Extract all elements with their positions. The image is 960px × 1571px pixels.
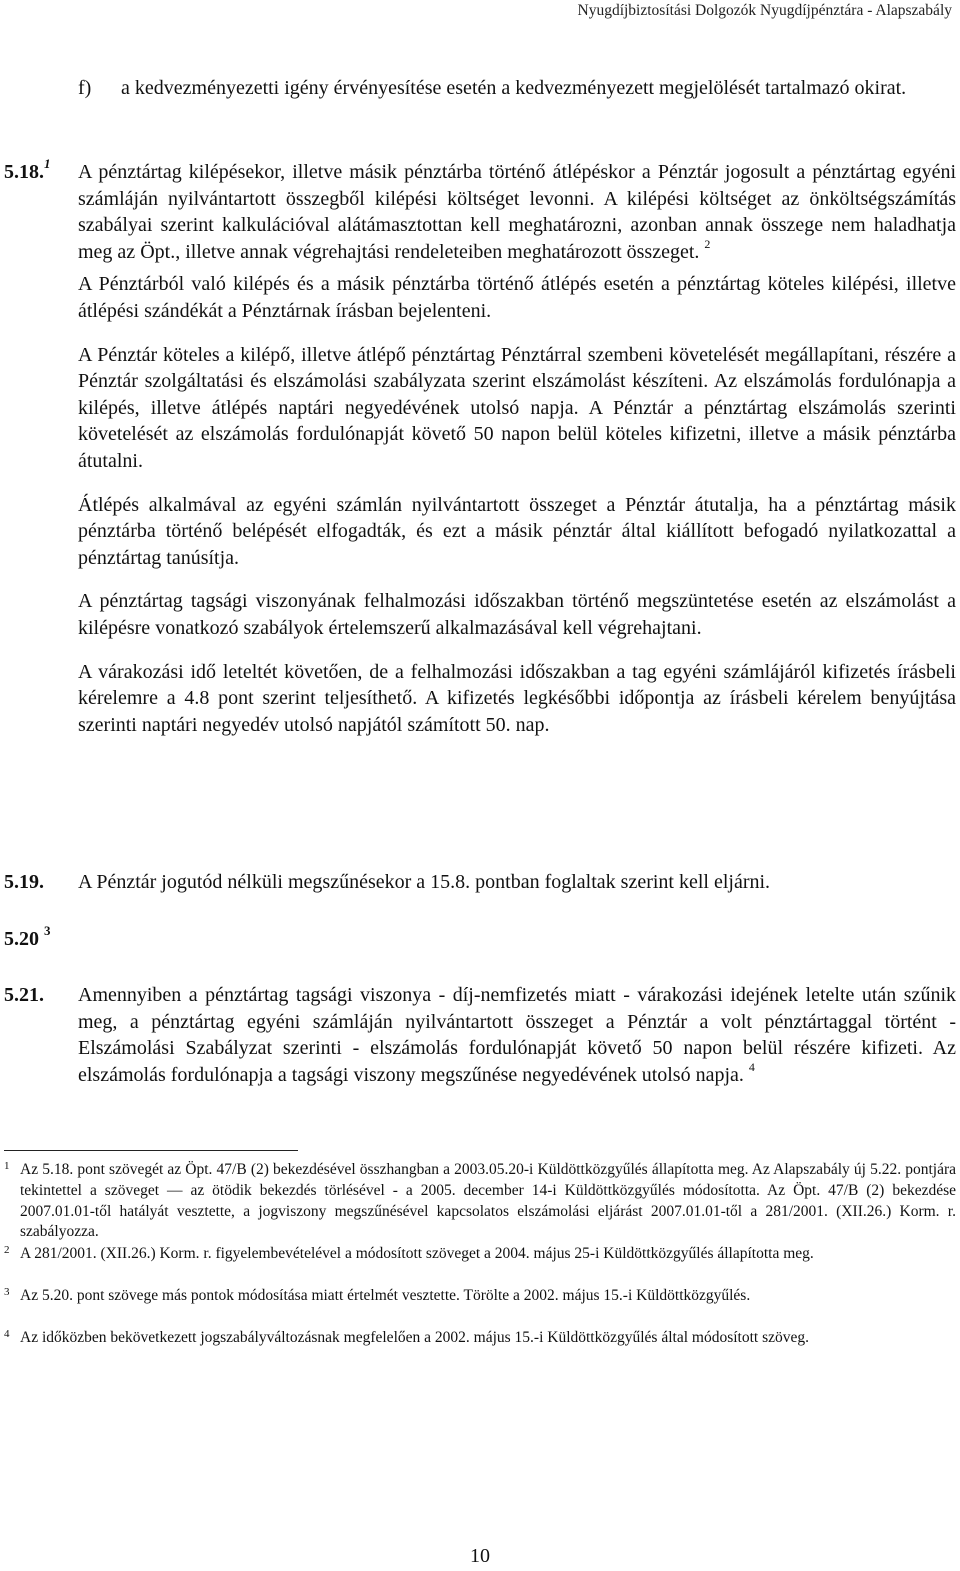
section-number-5-18 xyxy=(4,156,51,186)
footnote-text: Az időközben bekövetkezett jogszabályváltozásnak megfelelően a 2002. május 15.-i Küldöttközgyűlés által módosított szöveg. xyxy=(20,1329,809,1346)
footnote-2 xyxy=(4,1244,956,1265)
section-5-21-body xyxy=(78,982,956,1088)
section-5-19-body xyxy=(78,869,956,896)
section-5-18-body xyxy=(78,159,956,738)
footnote-mark: 2 xyxy=(4,1244,10,1256)
item-f-text xyxy=(121,75,956,102)
section-number-text: 5.18. xyxy=(4,161,44,183)
section-number-5-21: 5.21. xyxy=(4,984,44,1006)
footnote-text: A 281/2001. (XII.26.) Korm. r. figyelembevételével a módosított szöveget a 2004. május 25-i Küldöttközgyűlés állapította meg. xyxy=(20,1245,814,1262)
section-number-text: 5.20 xyxy=(4,928,39,950)
section-number-5-20 xyxy=(4,923,51,953)
section-5-18-para-5: A pénztártag tagsági viszonyának felhalmozási időszakban történő megszüntetése esetén az elszámolást a kilépésre vonatkozó szabályok értelemszerű alkalmazásával kell végrehajtani. xyxy=(78,590,956,639)
footnote-text: Az 5.18. pont szövegét az Öpt. 47/B (2) bekezdésével összhangban a 2003.05.20-i Küldöttközgyűlés állapította meg. Az Alapszabály új 5.22. pontjára tekintettel a szöveget — az ötödik bekezdés törlésével - a 2005. december 14-i Küldöttközgyűlés módosította. Az Öpt. 47/B (2) bekezdése 2007.01.01-től hatályát vesztette, a jogviszony megszűnésével kapcsolatos elszámolási eljárást 2007.01.01-től a 281/2001. (XII.26.) Korm. r. szabályozza. xyxy=(20,1161,956,1241)
section-5-18-para-3: A Pénztár köteles a kilépő, illetve átlépő pénztártag Pénztárral szembeni követelését megállapítani, részére a Pénztár szolgáltatási és elszámolási szabályzata szerint elszámolást készíteni. Az elszámolás fordulónapja a kilépés, illetve átlépés naptári negyedévének utolsó napja. A Pénztár a pénztártag elszámolás szerinti követelését az elszámolás fordulónapját követő 50 napon belül köteles kifizetni, illetve a másik pénztárba átutalni. xyxy=(78,343,956,472)
para-1-text: A pénztártag kilépésekor, illetve másik pénztárba történő átlépéskor a Pénztár jogosult a pénztártag egyéni számláján nyilvántartott összegből kilépési költséget levonni. A kilépési költséget az önköltségszámítás szabályai szerint kalkulációval alátámasztottan kell meghatározni, azonban annak összege nem haladhatja meg az Öpt., illetve annak végrehajtási rendeleteiben meghatározott összeget. xyxy=(78,161,956,263)
footnote-mark: 4 xyxy=(4,1328,10,1340)
section-number-5-19: 5.19. xyxy=(4,871,44,893)
footnote-ref-3[interactable]: 3 xyxy=(44,923,51,939)
footnote-1 xyxy=(4,1160,956,1243)
footnote-3 xyxy=(4,1286,956,1307)
footnote-text: Az 5.20. pont szövege más pontok módosítása miatt értelmét vesztette. Törölte a 2002. május 15.-i Küldöttközgyűlés. xyxy=(20,1287,751,1304)
footnote-ref-1[interactable]: 1 xyxy=(44,156,51,172)
section-5-18-para-4: Átlépés alkalmával az egyéni számlán nyilvántartott összeget a Pénztár átutalja, ha a pénztártag másik pénztárba történő belépését elfogadták, és ezt a másik pénztár által kiállított befogadó nyilatkozattal a pénztártag tanúsítja. xyxy=(78,493,956,569)
section-5-18-para-1 xyxy=(78,159,956,265)
section-5-18-para-6: A várakozási idő leteltét követően, de a felhalmozási időszakban a tag egyéni számlájáról kifizetés írásbeli kérelemre a 4.8 pont szerint teljesíthető. A kifizetés legkésőbbi időpontja az írásbeli kérelem benyújtása szerinti naptári negyedév utolsó napjától számított 50. nap. xyxy=(78,660,956,736)
footnote-ref-4[interactable]: 4 xyxy=(748,1060,755,1075)
section-5-21-paragraph: Amennyiben a pénztártag tagsági viszonya - díj-nemfizetés miatt - várakozási idejének letelte után szűnik meg, a pénztártag egyéni számláján nyilvántartott összeget a Pénztár a volt pénztártaggal történt - Elszámolási Szabályzat szerinti - elszámolás fordulónapját követő 50 napon belül részére kifizeti. Az elszámolás fordulónapja a tagsági viszony megszűnése negyedévének utolsó napja. xyxy=(78,984,956,1086)
footnote-4 xyxy=(4,1328,956,1349)
item-f-paragraph: a kedvezményezetti igény érvényesítése esetén a kedvezményezett megjelölését tartalmazó okirat. xyxy=(121,77,907,99)
section-5-21-text xyxy=(78,982,956,1088)
section-5-18-para-2: A Pénztárból való kilépés és a másik pénztárba történő átlépés esetén a pénztártag köteles kilépési, illetve átlépési szándékát a Pénztárnak írásban bejelenteni. xyxy=(78,273,956,322)
running-header: Nyugdíjbiztosítási Dolgozók Nyugdíjpénztára - Alapszabály xyxy=(577,2,952,19)
footnote-separator xyxy=(4,1150,298,1151)
section-5-19-text: A Pénztár jogutód nélküli megszűnésekor a 15.8. pontban foglaltak szerint kell eljárni. xyxy=(78,871,771,893)
footnote-ref-2[interactable]: 2 xyxy=(704,237,711,252)
page-number: 10 xyxy=(470,1545,490,1567)
item-marker-f: f) xyxy=(78,77,92,99)
footnote-mark: 3 xyxy=(4,1286,10,1298)
footnote-mark: 1 xyxy=(4,1160,10,1172)
